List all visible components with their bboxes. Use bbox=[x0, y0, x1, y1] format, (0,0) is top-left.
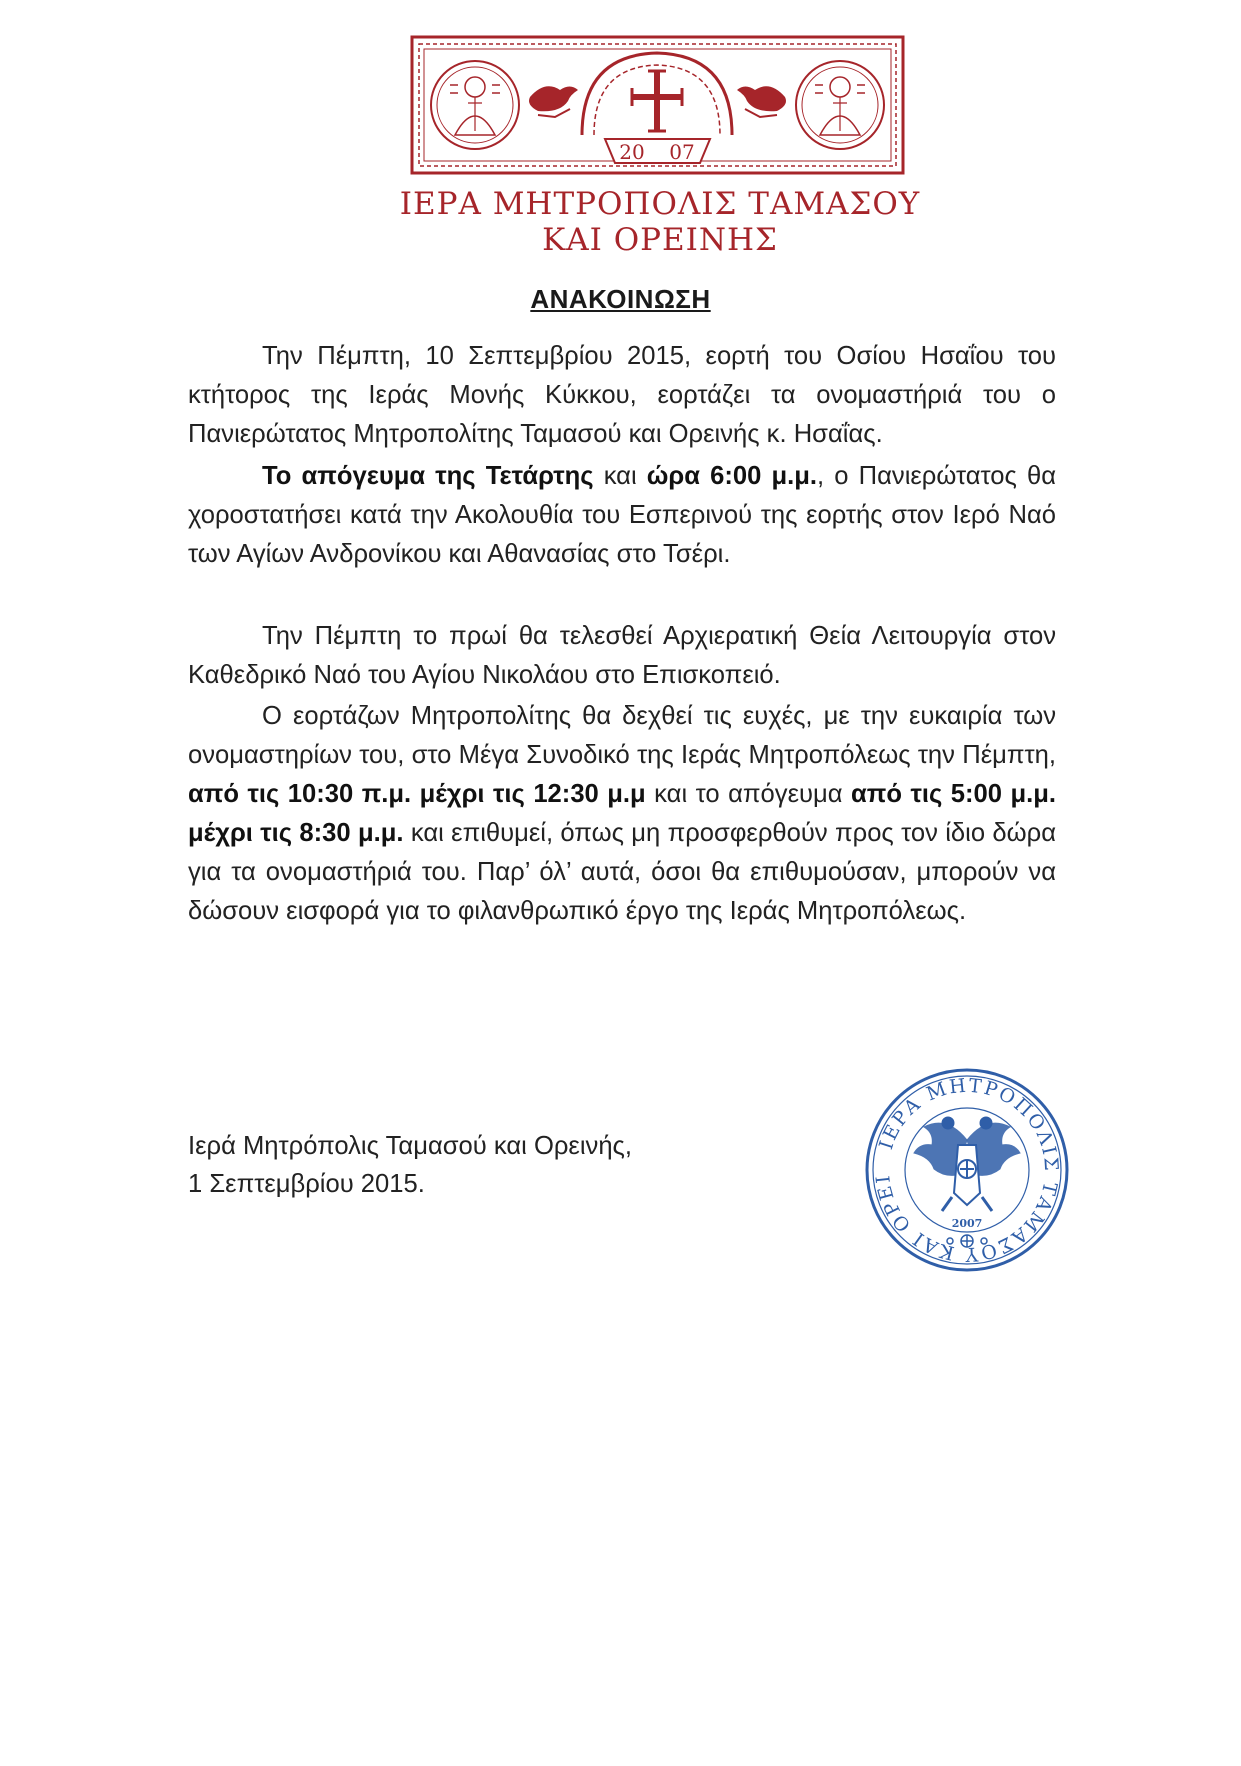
dove-left-icon bbox=[529, 86, 578, 117]
bold-evening-hours: από τις 5:00 μ.μ. μέχρι τις 8:30 μ.μ. bbox=[188, 780, 1056, 847]
header-emblem bbox=[410, 35, 905, 175]
stamp-year: 2007 bbox=[951, 1217, 983, 1230]
emblem-year-left: 20 bbox=[619, 140, 645, 164]
paragraph-liturgy: Την Πέμπτη το πρωί θα τελεσθεί Αρχιερατική Θεία Λειτουργία στον Καθεδρικό Ναό του Αγίου Νικολάου στο Επισκοπειό. bbox=[188, 622, 1056, 689]
signature-date: 1 Σεπτεμβρίου 2015. bbox=[188, 1170, 425, 1198]
stamp-ring-text: ΙΕΡΑ ΜΗΤΡΟΠΟΛΙΣ ΤΑΜΑΣΟΥ ΚΑΙ ΟΡΕΙ bbox=[872, 1074, 1063, 1266]
signature-block bbox=[188, 1127, 632, 1203]
saint-medallion-right-icon bbox=[796, 61, 884, 149]
saint-medallion-left-icon bbox=[431, 61, 519, 149]
bold-morning-hours: από τις 10:30 π.μ. μέχρι τις 12:30 μ.μ bbox=[188, 780, 646, 808]
bold-vespers-hour: ώρα 6:00 μ.μ. bbox=[646, 462, 818, 490]
stamp-seal-icon bbox=[862, 1065, 1072, 1275]
paragraph-wishes: Ο εορτάζων Μητροπολίτης θα δεχθεί τις ευχές, με την ευκαιρία των ονομαστηρίων του, στο Μέγα Συνοδικό της Ιεράς Μητροπόλεως την Πέμπτη, από τις 10:30 π.μ. μέχρι τις 12:30 μ.μ και το απόγευμα από τις 5:00 μ.μ. μέχρι τις 8:30 μ.μ. και επιθυμεί, όπως μη προσφερθούν προς τον ίδιο δώρα για τα ονομαστήριά του. Παρ’ όλ’ αυτά, όσοι θα επιθυμούσαν, μπορούν να δώσουν εισφορά για το φιλανθρωπικό έργο της Ιεράς Μητροπόλεως. bbox=[188, 702, 1056, 925]
cross-arch-icon bbox=[582, 53, 732, 163]
signature-organization: Ιερά Μητρόπολις Ταμασού και Ορεινής, bbox=[188, 1132, 633, 1160]
dove-right-icon bbox=[737, 86, 786, 117]
emblem-graphic bbox=[410, 35, 905, 175]
header-title: ΙΕΡΑ ΜΗΤΡΟΠΟΛΙΣ ΤΑΜΑΣΟΥ ΚΑΙ ΟΡΕΙΝΗΣ bbox=[399, 186, 921, 258]
emblem-year-right: 07 bbox=[669, 140, 695, 164]
double-headed-eagle-icon bbox=[914, 1117, 1020, 1211]
metropolis-stamp bbox=[862, 1065, 1072, 1275]
paragraph-vespers: Το απόγευμα της Τετάρτης και ώρα 6:00 μ.μ., ο Πανιερώτατος θα χοροστατήσει κατά την Ακολουθία του Εσπερινού της εορτής στον Ιερό Ναό των Αγίων Ανδρονίκου και Αθανασίας στο Τσέρι. bbox=[188, 462, 1056, 568]
announcement-heading: ΑΝΑΚΟΙΝΩΣΗ bbox=[530, 284, 711, 314]
bold-vespers-time: Το απόγευμα της Τετάρτης bbox=[262, 462, 594, 490]
paragraph-nameday: Την Πέμπτη, 10 Σεπτεμβρίου 2015, εορτή του Οσίου Ησαΐου του κτήτορος της Ιεράς Μονής Κύκκου, εορτάζει τα ονομαστήριά του ο Πανιερώτατος Μητροπολίτης Ταμασού και Ορεινής κ. Ησαΐας. bbox=[188, 342, 1056, 448]
